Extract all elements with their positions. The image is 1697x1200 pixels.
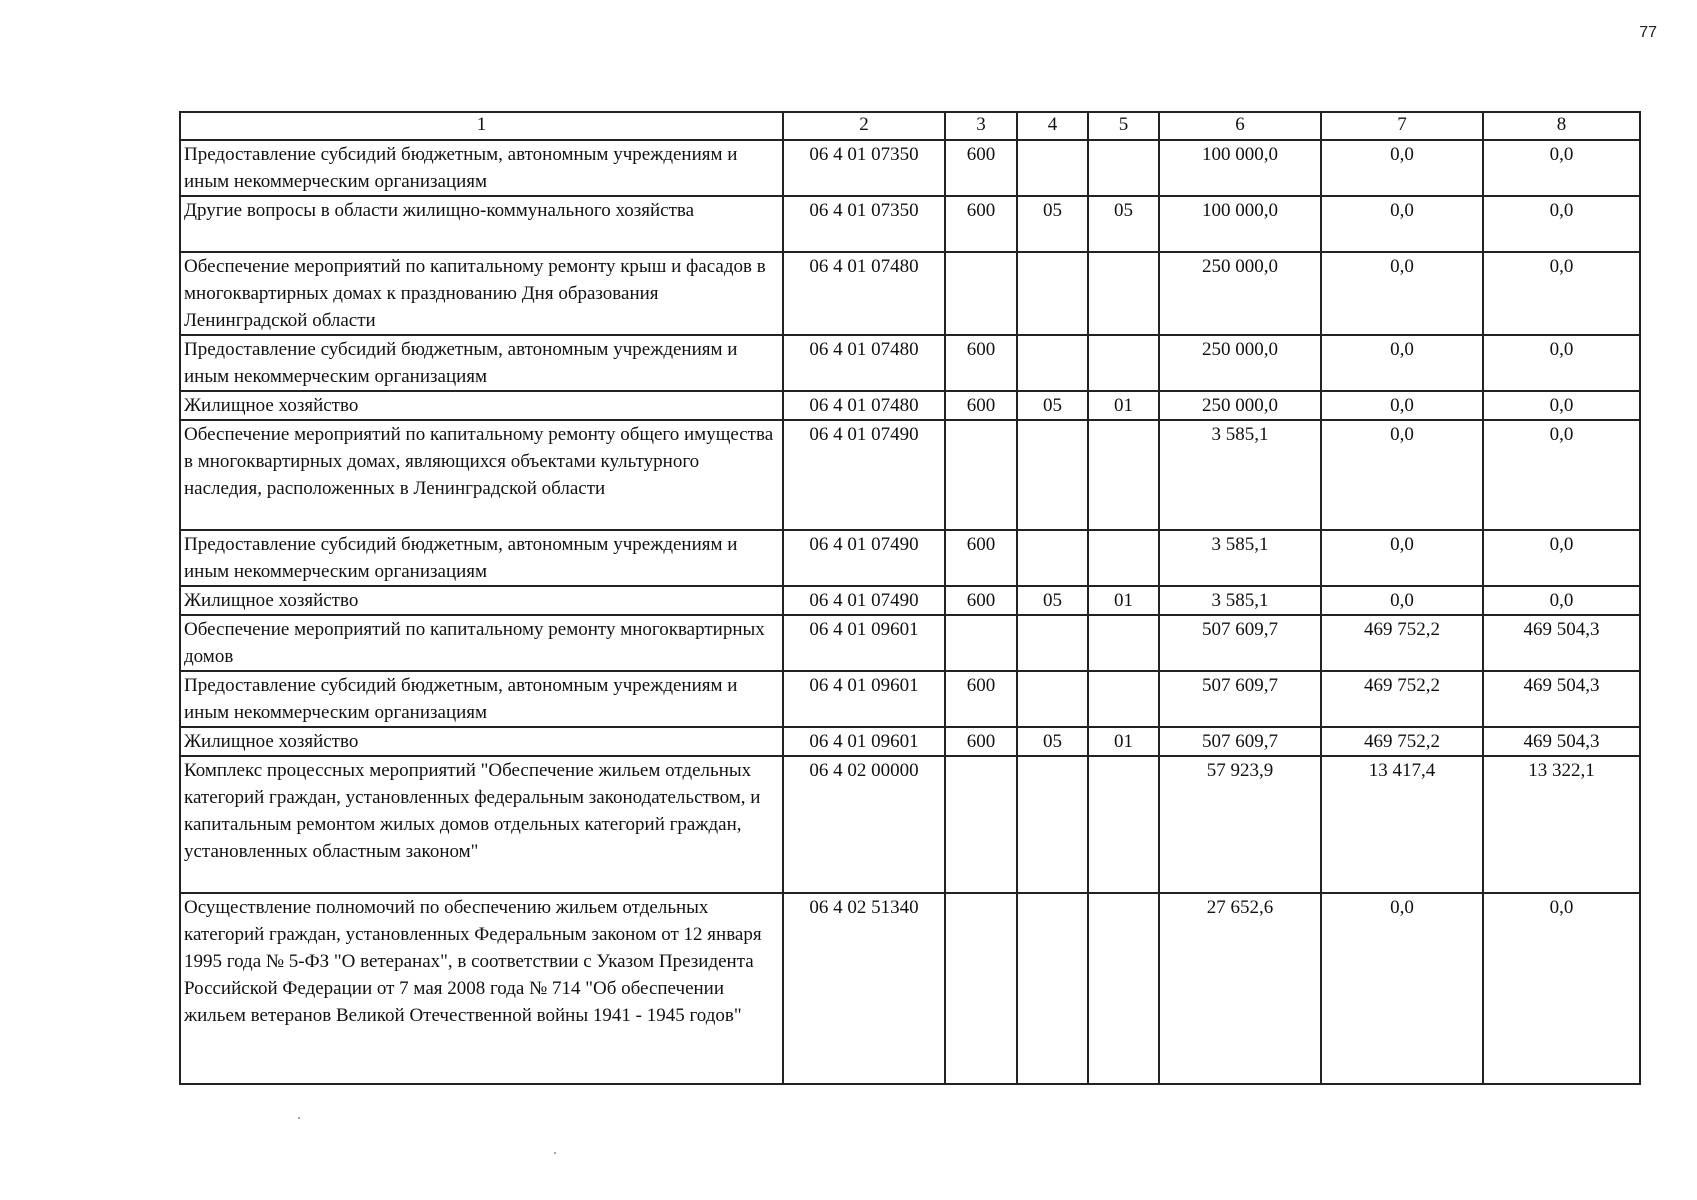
cell-vr [945, 420, 1017, 530]
cell-vr [945, 893, 1017, 1084]
cell-name: Жилищное хозяйство [180, 391, 783, 420]
cell-vr: 600 [945, 335, 1017, 391]
cell-code: 06 4 01 07480 [783, 391, 945, 420]
cell-vr: 600 [945, 586, 1017, 615]
scan-speck [554, 1152, 556, 1154]
cell-name: Предоставление субсидий бюджетным, автономным учреждениям и иным некоммерческим организациям [180, 671, 783, 727]
cell-name: Другие вопросы в области жилищно-коммунального хозяйства [180, 196, 783, 252]
cell-value-7: 13 417,4 [1321, 756, 1483, 893]
cell-value-8: 13 322,1 [1483, 756, 1640, 893]
cell-rz [1017, 140, 1088, 196]
cell-name: Предоставление субсидий бюджетным, автономным учреждениям и иным некоммерческим организациям [180, 335, 783, 391]
cell-pr: 01 [1088, 391, 1159, 420]
cell-code: 06 4 01 07350 [783, 140, 945, 196]
cell-value-6: 3 585,1 [1159, 420, 1321, 530]
table-row [180, 420, 1640, 530]
cell-vr: 600 [945, 530, 1017, 586]
cell-rz: 05 [1017, 586, 1088, 615]
cell-code: 06 4 01 07490 [783, 530, 945, 586]
cell-value-7: 0,0 [1321, 140, 1483, 196]
cell-pr: 01 [1088, 727, 1159, 756]
cell-value-6: 3 585,1 [1159, 586, 1321, 615]
table-row [180, 196, 1640, 252]
table-row [180, 335, 1640, 391]
cell-value-8: 0,0 [1483, 196, 1640, 252]
cell-value-8: 469 504,3 [1483, 615, 1640, 671]
table-row [180, 671, 1640, 727]
cell-pr [1088, 671, 1159, 727]
cell-name: Обеспечение мероприятий по капитальному ремонту общего имущества в многоквартирных домах, являющихся объектами культурного наследия, расположенных в Ленинградской области [180, 420, 783, 530]
cell-value-7: 0,0 [1321, 893, 1483, 1084]
cell-value-6: 57 923,9 [1159, 756, 1321, 893]
cell-value-7: 469 752,2 [1321, 727, 1483, 756]
header-row [180, 112, 1640, 140]
header-col-8: 8 [1483, 112, 1640, 140]
header-col-3: 3 [945, 112, 1017, 140]
table-row [180, 140, 1640, 196]
header-col-1: 1 [180, 112, 783, 140]
cell-value-6: 100 000,0 [1159, 140, 1321, 196]
cell-code: 06 4 01 07490 [783, 420, 945, 530]
cell-value-6: 507 609,7 [1159, 727, 1321, 756]
cell-pr: 01 [1088, 586, 1159, 615]
cell-value-8: 469 504,3 [1483, 727, 1640, 756]
table-row [180, 530, 1640, 586]
cell-value-7: 0,0 [1321, 335, 1483, 391]
budget-table [179, 111, 1641, 1085]
cell-value-7: 469 752,2 [1321, 615, 1483, 671]
header-col-5: 5 [1088, 112, 1159, 140]
cell-name: Обеспечение мероприятий по капитальному ремонту крыш и фасадов в многоквартирных домах к празднованию Дня образования Ленинградской области [180, 252, 783, 335]
cell-value-8: 0,0 [1483, 586, 1640, 615]
cell-name: Предоставление субсидий бюджетным, автономным учреждениям и иным некоммерческим организациям [180, 140, 783, 196]
cell-value-6: 507 609,7 [1159, 615, 1321, 671]
cell-value-8: 0,0 [1483, 391, 1640, 420]
cell-code: 06 4 02 00000 [783, 756, 945, 893]
cell-vr: 600 [945, 140, 1017, 196]
cell-name: Осуществление полномочий по обеспечению жильем отдельных категорий граждан, установленных Федеральным законом от 12 января 1995 года № 5-ФЗ "О ветеранах", в соответствии с Указом Президента Российской Федерации от 7 мая 2008 года № 714 "Об обеспечении жильем ветеранов Великой Отечественной войны 1941 - 1945 годов" [180, 893, 783, 1084]
cell-vr [945, 252, 1017, 335]
header-col-2: 2 [783, 112, 945, 140]
cell-code: 06 4 01 07480 [783, 252, 945, 335]
cell-value-8: 0,0 [1483, 893, 1640, 1084]
cell-name: Жилищное хозяйство [180, 586, 783, 615]
cell-value-8: 0,0 [1483, 420, 1640, 530]
cell-pr [1088, 420, 1159, 530]
cell-value-8: 469 504,3 [1483, 671, 1640, 727]
cell-value-8: 0,0 [1483, 335, 1640, 391]
cell-value-6: 3 585,1 [1159, 530, 1321, 586]
header-col-4: 4 [1017, 112, 1088, 140]
header-col-6: 6 [1159, 112, 1321, 140]
cell-rz [1017, 252, 1088, 335]
header-col-7: 7 [1321, 112, 1483, 140]
cell-rz: 05 [1017, 727, 1088, 756]
cell-pr [1088, 893, 1159, 1084]
cell-rz [1017, 420, 1088, 530]
cell-rz: 05 [1017, 196, 1088, 252]
budget-table-container [179, 111, 1639, 1085]
cell-value-7: 469 752,2 [1321, 671, 1483, 727]
table-row [180, 756, 1640, 893]
cell-name: Комплекс процессных мероприятий "Обеспечение жильем отдельных категорий граждан, установленных федеральным законодательством, и капитальным ремонтом жилых домов отдельных категорий граждан, установленных областным законом" [180, 756, 783, 893]
cell-name: Обеспечение мероприятий по капитальному ремонту многоквартирных домов [180, 615, 783, 671]
scan-speck [298, 1117, 300, 1119]
cell-rz: 05 [1017, 391, 1088, 420]
table-body [180, 140, 1640, 1084]
cell-code: 06 4 01 09601 [783, 615, 945, 671]
cell-vr: 600 [945, 727, 1017, 756]
cell-pr [1088, 615, 1159, 671]
cell-vr: 600 [945, 391, 1017, 420]
cell-value-6: 250 000,0 [1159, 391, 1321, 420]
cell-vr: 600 [945, 196, 1017, 252]
table-row [180, 252, 1640, 335]
cell-vr [945, 615, 1017, 671]
cell-value-7: 0,0 [1321, 252, 1483, 335]
cell-code: 06 4 01 07480 [783, 335, 945, 391]
cell-value-8: 0,0 [1483, 140, 1640, 196]
cell-code: 06 4 01 09601 [783, 727, 945, 756]
cell-value-6: 507 609,7 [1159, 671, 1321, 727]
cell-pr: 05 [1088, 196, 1159, 252]
cell-value-7: 0,0 [1321, 586, 1483, 615]
cell-rz [1017, 530, 1088, 586]
cell-value-8: 0,0 [1483, 252, 1640, 335]
cell-value-6: 250 000,0 [1159, 335, 1321, 391]
cell-value-7: 0,0 [1321, 196, 1483, 252]
table-row [180, 615, 1640, 671]
cell-pr [1088, 530, 1159, 586]
cell-pr [1088, 252, 1159, 335]
table-row [180, 893, 1640, 1084]
cell-value-6: 100 000,0 [1159, 196, 1321, 252]
cell-code: 06 4 01 09601 [783, 671, 945, 727]
cell-name: Жилищное хозяйство [180, 727, 783, 756]
cell-pr [1088, 335, 1159, 391]
cell-pr [1088, 140, 1159, 196]
cell-value-7: 0,0 [1321, 530, 1483, 586]
cell-code: 06 4 01 07490 [783, 586, 945, 615]
table-row [180, 586, 1640, 615]
cell-value-7: 0,0 [1321, 391, 1483, 420]
cell-value-6: 27 652,6 [1159, 893, 1321, 1084]
cell-value-7: 0,0 [1321, 420, 1483, 530]
cell-value-6: 250 000,0 [1159, 252, 1321, 335]
cell-rz [1017, 756, 1088, 893]
cell-code: 06 4 02 51340 [783, 893, 945, 1084]
table-row [180, 391, 1640, 420]
cell-rz [1017, 893, 1088, 1084]
cell-vr [945, 756, 1017, 893]
cell-vr: 600 [945, 671, 1017, 727]
page-number: 77 [1639, 24, 1657, 41]
cell-pr [1088, 756, 1159, 893]
cell-rz [1017, 335, 1088, 391]
cell-code: 06 4 01 07350 [783, 196, 945, 252]
cell-name: Предоставление субсидий бюджетным, автономным учреждениям и иным некоммерческим организациям [180, 530, 783, 586]
table-row [180, 727, 1640, 756]
cell-value-8: 0,0 [1483, 530, 1640, 586]
cell-rz [1017, 615, 1088, 671]
cell-rz [1017, 671, 1088, 727]
